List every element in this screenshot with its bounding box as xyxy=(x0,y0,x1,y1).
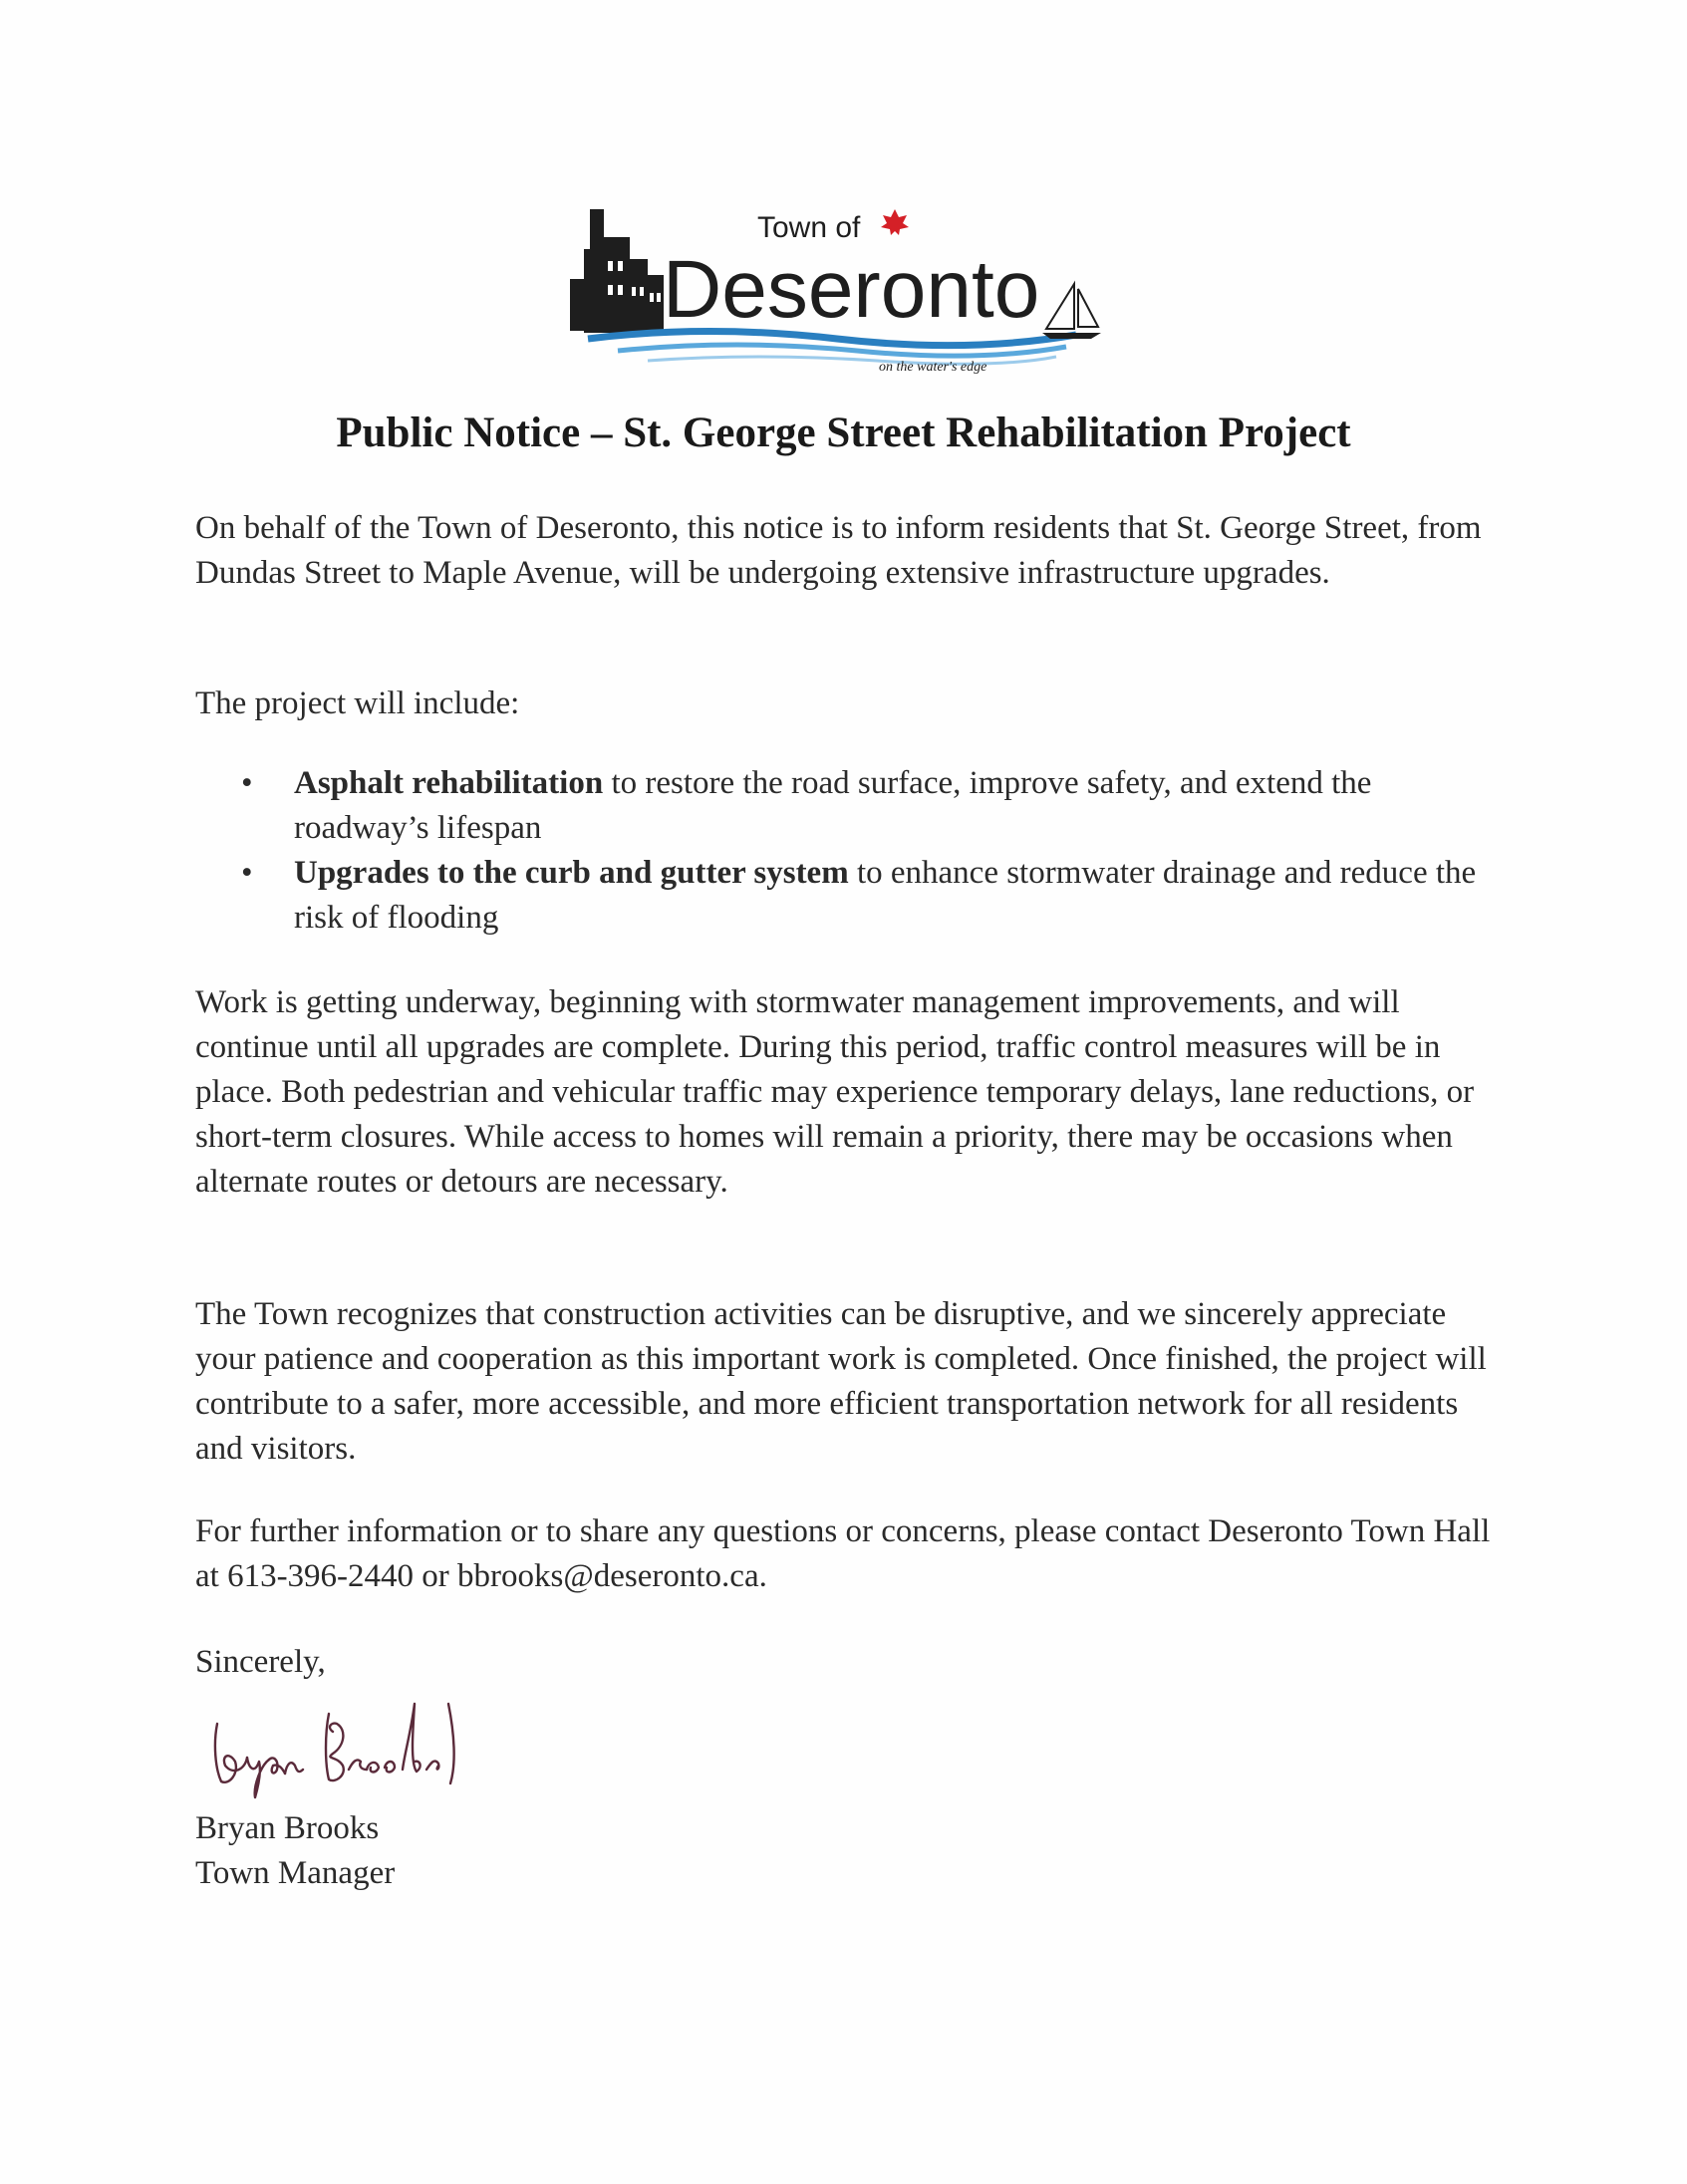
logo-tagline: on the water's edge xyxy=(879,360,987,375)
list-item-bold: Upgrades to the curb and gutter system xyxy=(294,855,849,891)
list-item xyxy=(195,851,1491,941)
list-item xyxy=(195,761,1491,851)
intro-paragraph: On behalf of the Town of Deseronto, this notice is to inform residents that St. George Street, from Dundas Street to Maple Avenue, will be undergoing extensive infrastructure upgrades. xyxy=(195,510,1482,591)
signer-role: Town Manager xyxy=(195,1855,396,1891)
logo-town-of: Town of xyxy=(757,211,861,244)
signer-name: Bryan Brooks xyxy=(195,1810,380,1846)
page-title: Public Notice – St. George Street Rehabilitation Project xyxy=(336,410,1351,456)
contact-paragraph: For further information or to share any questions or concerns, please contact Deseronto Town Hall at 613-396-2440 or bbrooks@deseronto.ca. xyxy=(195,1513,1491,1594)
maple-leaf-icon xyxy=(881,209,909,235)
lead-in-paragraph: The project will include: xyxy=(195,685,520,721)
logo-deseronto: Deseronto xyxy=(663,244,1040,335)
project-list xyxy=(195,761,1491,941)
signature xyxy=(199,1674,498,1803)
bullet-icon: • xyxy=(241,765,253,801)
list-item-text: to restore the road surface, improve safety, and extend the roadway’s lifespan xyxy=(294,765,1372,846)
water-waves-icon xyxy=(588,332,1076,365)
building-icon xyxy=(570,209,664,333)
salutation: Sincerely, xyxy=(195,1644,326,1680)
list-item-text: to enhance stormwater drainage and reduce the risk of flooding xyxy=(294,855,1477,936)
deseronto-logo xyxy=(558,189,1116,379)
sailboat-icon xyxy=(1042,284,1101,339)
list-item-bold: Asphalt rehabilitation xyxy=(294,765,604,801)
bullet-icon: • xyxy=(241,855,253,891)
appreciation-paragraph: The Town recognizes that construction activities can be disruptive, and we sincerely appreciate your patience and cooperation as this important work is completed. Once finished, the project will contribute to a safer, more accessible, and more efficient transportation network for all residents and visitors. xyxy=(195,1296,1487,1467)
logo-graphic xyxy=(558,189,1116,379)
work-paragraph: Work is getting underway, beginning with stormwater management improvements, and will continue until all upgrades are complete. During this period, traffic control measures will be in place. Both pedestrian and vehicular traffic may experience temporary delays, lane reductions, or short-term closures. While access to homes will remain a priority, there may be occasions when alternate routes or detours are necessary. xyxy=(195,984,1475,1200)
